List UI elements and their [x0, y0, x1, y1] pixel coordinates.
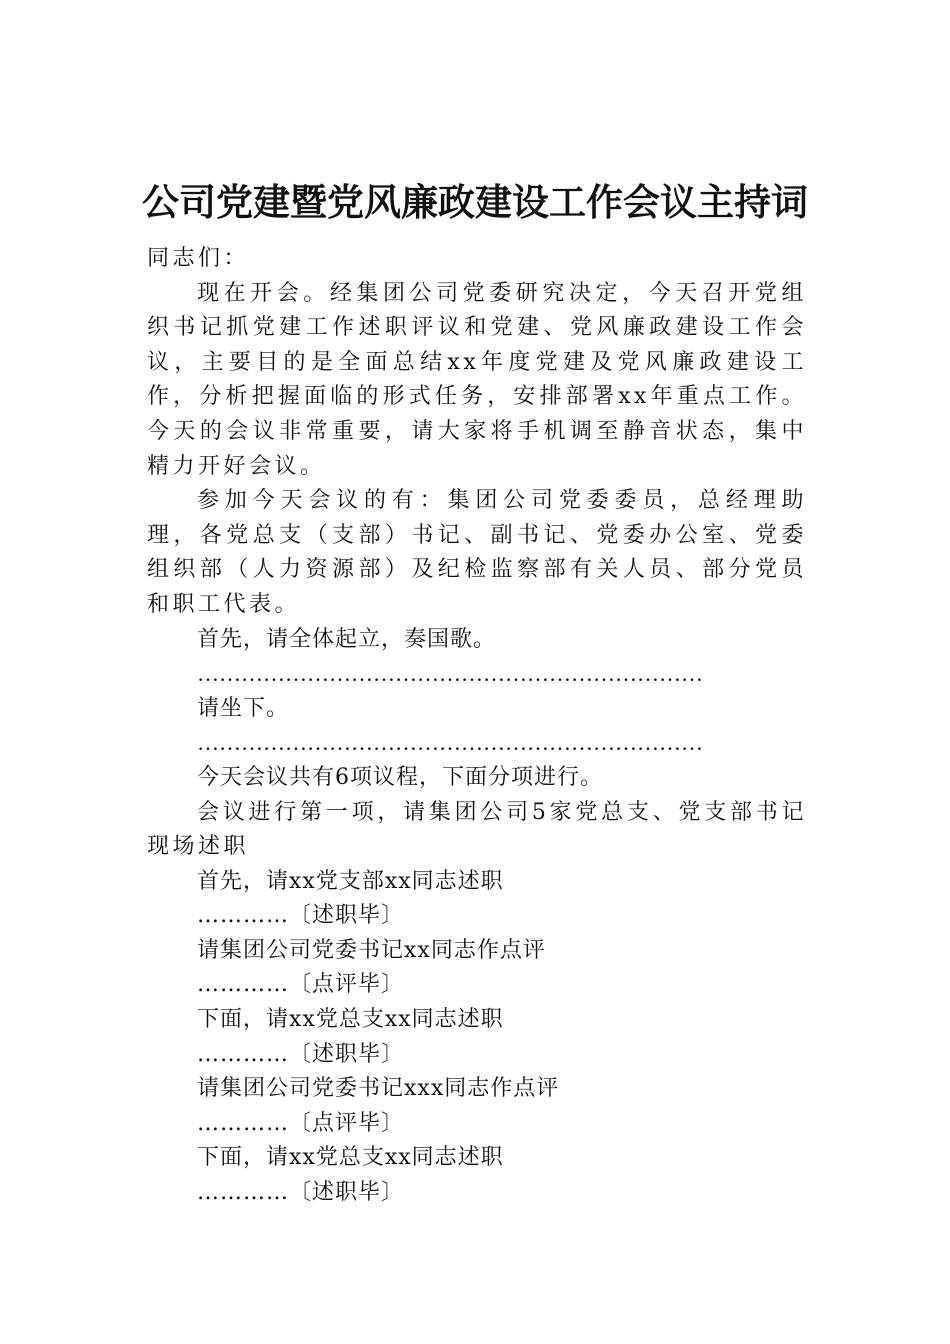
document-title: 公司党建暨党风廉政建设工作会议主持词	[142, 180, 808, 224]
paragraph-anthem: 首先，请全体起立，奏国歌。	[197, 626, 497, 652]
step-text: 下面，请xx党总支xx同志述职	[197, 1145, 504, 1171]
ellipsis-line: ……………………………………………………………	[197, 661, 703, 687]
step-text: 请集团公司党委书记xxx同志作点评	[197, 1076, 560, 1102]
ellipsis-line: ……………………………………………………………	[197, 730, 703, 756]
greeting: 同志们：	[147, 246, 250, 271]
agenda-item-one: 会议进行第一项，请集团公司5家党总支、党支部书记现场述职	[147, 799, 807, 860]
step-text: 下面，请xx党总支xx同志述职	[197, 1007, 504, 1033]
sit-down-line: 请坐下。	[197, 695, 290, 721]
step-result: …………〔述职毕〕	[197, 1180, 405, 1206]
paragraph-attendees: 参加今天会议的有：集团公司党委委员，总经理助理，各党总支（支部）书记、副书记、党委办公室、党委组织部（人力资源部）及纪检监察部有关人员、部分党员和职工代表。	[147, 488, 807, 617]
step-result: …………〔述职毕〕	[197, 1041, 405, 1067]
paragraph-opening: 现在开会。经集团公司党委研究决定，今天召开党组织书记抓党建工作述职评议和党建、党风廉政建设工作会议，主要目的是全面总结xx年度党建及党风廉政建设工作，分析把握面临的形式任务，安排部署xx年重点工作。今天的会议非常重要，请大家将手机调至静音状态，集中精力开好会议。	[147, 280, 807, 479]
document-body	[147, 242, 807, 1211]
step-text: 请集团公司党委书记xx同志作点评	[197, 937, 546, 963]
step-result: …………〔点评毕〕	[197, 1110, 405, 1136]
agenda-intro: 今天会议共有6项议程，下面分项进行。	[197, 764, 603, 790]
step-text: 首先，请xx党支部xx同志述职	[197, 868, 504, 894]
step-result: …………〔点评毕〕	[197, 972, 405, 998]
step-result: …………〔述职毕〕	[197, 903, 405, 929]
